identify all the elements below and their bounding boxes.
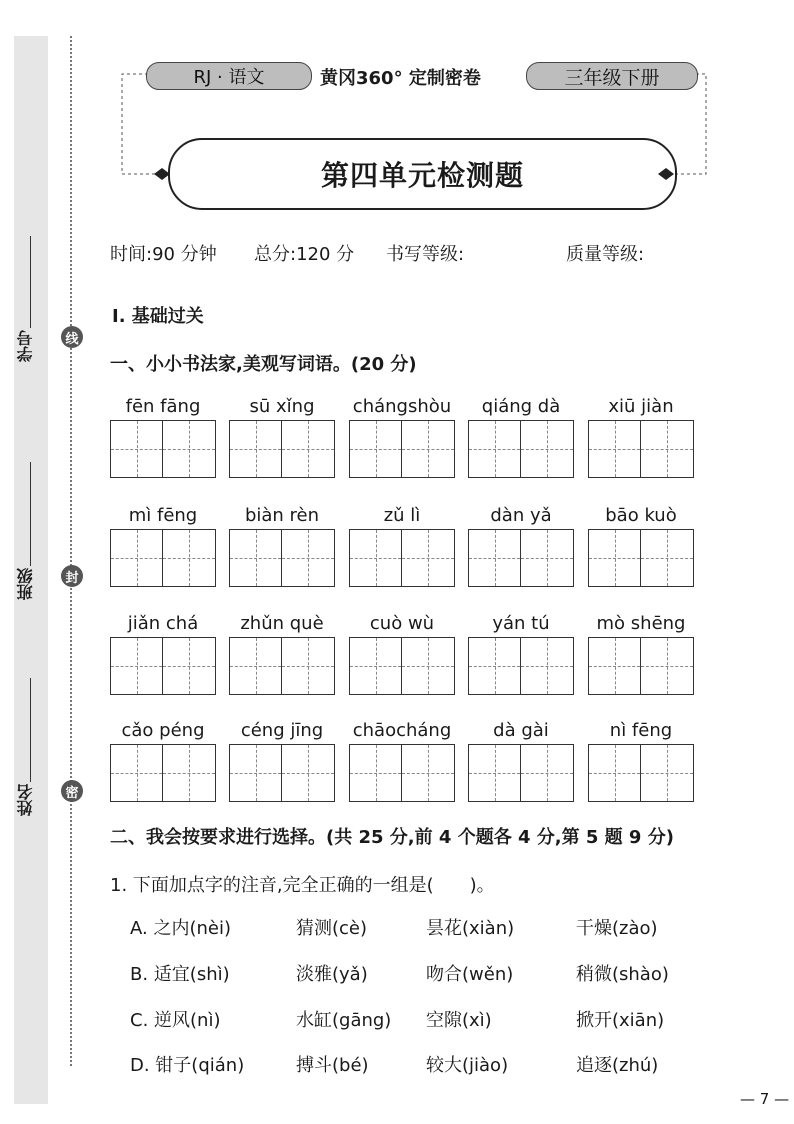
student-no-line bbox=[30, 236, 31, 328]
writing-cell[interactable] bbox=[521, 530, 573, 586]
writing-cell-pair[interactable] bbox=[468, 420, 574, 478]
writing-cell-pair[interactable] bbox=[349, 744, 455, 802]
writing-cell-pair[interactable] bbox=[349, 529, 455, 587]
writing-cell-pair[interactable] bbox=[110, 744, 216, 802]
writing-cell[interactable] bbox=[521, 421, 573, 477]
pinyin-label: cǎo péng bbox=[121, 720, 205, 741]
seal-dotted-line bbox=[70, 36, 72, 1066]
part1-title: Ⅰ. 基础过关 bbox=[112, 306, 204, 327]
writing-cell[interactable] bbox=[402, 638, 454, 694]
writing-cell[interactable] bbox=[282, 421, 334, 477]
q2-title: 二、我会按要求进行选择。(共 25 分,前 4 个题各 4 分,第 5 题 9 分) bbox=[110, 827, 674, 848]
grade-pill: 三年级下册 bbox=[526, 62, 698, 90]
writing-cell-pair[interactable] bbox=[588, 744, 694, 802]
writing-cell-pair[interactable] bbox=[588, 420, 694, 478]
pinyin-label: cuò wù bbox=[369, 613, 435, 634]
pinyin-label: yán tú bbox=[492, 613, 550, 634]
option-item: 空隙(xì) bbox=[426, 1010, 492, 1031]
option-item: 水缸(gāng) bbox=[296, 1010, 392, 1031]
writing-cell[interactable] bbox=[282, 745, 334, 801]
writing-cell[interactable] bbox=[163, 638, 215, 694]
pinyin-label: céng jīng bbox=[240, 720, 324, 741]
option-item: 掀开(xiān) bbox=[576, 1010, 665, 1031]
writing-cell[interactable] bbox=[402, 745, 454, 801]
writing-cell[interactable] bbox=[163, 421, 215, 477]
writing-cell[interactable] bbox=[230, 530, 282, 586]
writing-cell[interactable] bbox=[402, 421, 454, 477]
name-line bbox=[30, 678, 31, 782]
writing-cell[interactable] bbox=[282, 530, 334, 586]
pinyin-label: xiū jiàn bbox=[608, 396, 674, 417]
writing-cell-pair[interactable] bbox=[349, 637, 455, 695]
writing-cell[interactable] bbox=[469, 530, 521, 586]
time-info: 时间:90 分钟 bbox=[110, 244, 217, 265]
pinyin-label: dàn yǎ bbox=[490, 505, 552, 526]
writing-cell[interactable] bbox=[469, 638, 521, 694]
writing-cell-pair[interactable] bbox=[588, 529, 694, 587]
writing-cell[interactable] bbox=[521, 638, 573, 694]
pinyin-label: sū xǐng bbox=[249, 396, 315, 417]
option-item: B. 适宜(shì) bbox=[130, 964, 230, 985]
option-item: 猜测(cè) bbox=[296, 918, 368, 939]
page-title: 第四单元检测题 bbox=[168, 138, 677, 210]
pinyin-label: fēn fāng bbox=[125, 396, 201, 417]
writing-cell-pair[interactable] bbox=[588, 637, 694, 695]
seal-secret-mark: 密 bbox=[61, 780, 83, 802]
option-item: 干燥(zào) bbox=[576, 918, 658, 939]
option-item: 稍微(shào) bbox=[576, 964, 669, 985]
option-item: 淡雅(yǎ) bbox=[296, 964, 368, 985]
pinyin-label: chāocháng bbox=[352, 720, 452, 741]
pinyin-label: nì fēng bbox=[609, 720, 673, 741]
seal-seal-mark: 封 bbox=[61, 565, 83, 587]
pinyin-label: mì fēng bbox=[128, 505, 198, 526]
writing-cell[interactable] bbox=[641, 530, 693, 586]
writing-cell[interactable] bbox=[350, 530, 402, 586]
writing-cell[interactable] bbox=[230, 638, 282, 694]
writing-cell-pair[interactable] bbox=[110, 637, 216, 695]
q2-1-question: 1. 下面加点字的注音,完全正确的一组是( )。 bbox=[110, 875, 495, 896]
writing-cell[interactable] bbox=[350, 421, 402, 477]
class-line bbox=[30, 462, 31, 566]
writing-cell-pair[interactable] bbox=[110, 420, 216, 478]
q1-title: 一、小小书法家,美观写词语。(20 分) bbox=[110, 354, 417, 375]
writing-cell[interactable] bbox=[589, 638, 641, 694]
pinyin-label: jiǎn chá bbox=[127, 613, 199, 634]
writing-grade: 书写等级: bbox=[386, 244, 465, 265]
pinyin-label: chángshòu bbox=[352, 396, 452, 417]
subject-pill: RJ · 语文 bbox=[146, 62, 312, 90]
writing-cell[interactable] bbox=[469, 421, 521, 477]
writing-cell[interactable] bbox=[111, 745, 163, 801]
pinyin-label: zhǔn què bbox=[240, 613, 324, 634]
pinyin-label: mò shēng bbox=[596, 613, 686, 634]
writing-cell[interactable] bbox=[230, 745, 282, 801]
option-item: 搏斗(bé) bbox=[296, 1055, 369, 1076]
writing-cell-pair[interactable] bbox=[229, 744, 335, 802]
writing-cell-pair[interactable] bbox=[468, 529, 574, 587]
option-item: 吻合(wěn) bbox=[426, 964, 514, 985]
writing-cell[interactable] bbox=[589, 421, 641, 477]
writing-cell-pair[interactable] bbox=[110, 529, 216, 587]
writing-cell[interactable] bbox=[111, 530, 163, 586]
student-no-label: 学号 bbox=[16, 330, 35, 362]
writing-cell[interactable] bbox=[589, 530, 641, 586]
option-item: C. 逆风(nì) bbox=[130, 1010, 221, 1031]
writing-cell[interactable] bbox=[163, 530, 215, 586]
pinyin-label: qiáng dà bbox=[481, 396, 561, 417]
writing-cell[interactable] bbox=[641, 638, 693, 694]
writing-cell-pair[interactable] bbox=[229, 637, 335, 695]
writing-cell[interactable] bbox=[350, 745, 402, 801]
writing-cell-pair[interactable] bbox=[468, 637, 574, 695]
brand-text: 黄冈360° 定制密卷 bbox=[320, 68, 481, 89]
page-number: — 7 — bbox=[740, 1090, 790, 1108]
writing-cell[interactable] bbox=[163, 745, 215, 801]
writing-cell[interactable] bbox=[469, 745, 521, 801]
writing-cell[interactable] bbox=[350, 638, 402, 694]
writing-cell-pair[interactable] bbox=[468, 744, 574, 802]
writing-cell[interactable] bbox=[641, 421, 693, 477]
option-item: 较大(jiào) bbox=[426, 1055, 509, 1076]
seal-line-mark: 线 bbox=[61, 326, 83, 348]
name-label: 姓名 bbox=[16, 784, 35, 816]
writing-cell[interactable] bbox=[521, 745, 573, 801]
writing-cell-pair[interactable] bbox=[229, 420, 335, 478]
class-label: 班级 bbox=[16, 568, 35, 600]
pinyin-label: biàn rèn bbox=[244, 505, 320, 526]
option-item: 昙花(xiàn) bbox=[426, 918, 515, 939]
option-item: D. 钳子(qián) bbox=[130, 1055, 245, 1076]
quality-grade: 质量等级: bbox=[566, 244, 645, 265]
score-info: 总分:120 分 bbox=[254, 244, 355, 265]
writing-cell[interactable] bbox=[641, 745, 693, 801]
pinyin-label: zǔ lì bbox=[383, 505, 421, 526]
option-item: 追逐(zhú) bbox=[576, 1055, 659, 1076]
writing-cell[interactable] bbox=[111, 421, 163, 477]
option-item: A. 之内(nèi) bbox=[130, 918, 231, 939]
writing-cell[interactable] bbox=[111, 638, 163, 694]
writing-cell-pair[interactable] bbox=[349, 420, 455, 478]
writing-cell-pair[interactable] bbox=[229, 529, 335, 587]
writing-cell[interactable] bbox=[230, 421, 282, 477]
pinyin-label: dà gài bbox=[493, 720, 549, 741]
pinyin-label: bāo kuò bbox=[605, 505, 677, 526]
writing-cell[interactable] bbox=[402, 530, 454, 586]
writing-cell[interactable] bbox=[282, 638, 334, 694]
writing-cell[interactable] bbox=[589, 745, 641, 801]
